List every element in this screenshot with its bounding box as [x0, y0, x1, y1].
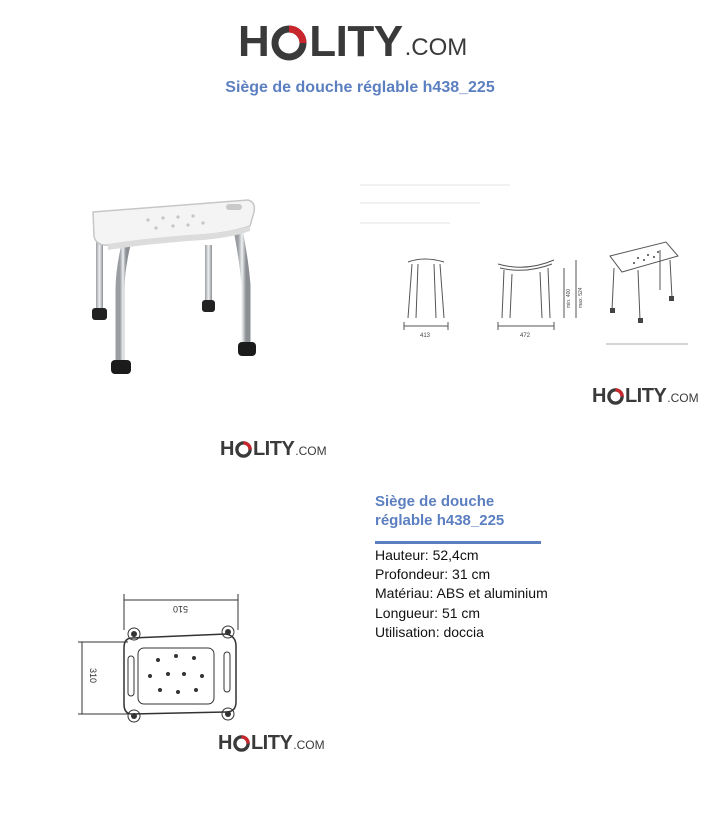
logo-o-mark-icon	[271, 25, 307, 61]
holity-logo[interactable]	[238, 17, 468, 66]
logo-dotcom: .COM	[404, 34, 468, 61]
spec-item-height: Hauteur: 52,4cm	[375, 547, 479, 563]
spec-item-length: Longueur: 51 cm	[375, 604, 481, 621]
top-depth-label: 310	[88, 668, 98, 684]
logo-letter-h: H	[220, 438, 234, 460]
side-height-max-label: max. 524	[578, 287, 584, 308]
logo-dotcom: .COM	[293, 738, 325, 752]
side-width-label: 472	[520, 333, 531, 339]
product-title: Siège de douche réglable h438_225	[225, 79, 495, 96]
top-view-dimension-image	[78, 590, 248, 730]
spec-item-usage: Utilisation: doccia	[375, 623, 484, 640]
logo-dotcom: .COM	[295, 444, 327, 458]
shower-chair-image	[78, 190, 278, 390]
top-length-label: 510	[172, 604, 188, 614]
logo-letters-lity: LITY	[252, 438, 295, 460]
technical-drawings[interactable]	[398, 238, 690, 348]
logo-letters-lity: LITY	[624, 385, 667, 407]
watermark-lines	[360, 175, 520, 235]
side-height-min-label: min. 400	[566, 288, 572, 308]
logo-dotcom: .COM	[667, 391, 699, 405]
holity-logo-small-bottom[interactable]	[218, 733, 325, 753]
spec-heading: Siège de douche réglable h438_225	[375, 493, 505, 529]
logo-o-mark-icon	[607, 388, 624, 405]
logo-letter-h: H	[218, 732, 232, 754]
dimension-drawings	[398, 238, 690, 348]
product-photo[interactable]	[78, 190, 278, 390]
logo-letter-h: H	[238, 17, 270, 66]
spec-divider	[375, 541, 541, 544]
holity-logo-small-left[interactable]	[220, 439, 327, 459]
logo-letters-lity: LITY	[250, 732, 293, 754]
logo-o-mark-icon	[233, 735, 250, 752]
top-view-drawing[interactable]	[78, 590, 248, 730]
logo-letters-lity: LITY	[309, 17, 403, 66]
logo-o-mark-icon	[235, 441, 252, 458]
logo-letter-h: H	[592, 385, 606, 407]
holity-logo-small-right[interactable]	[592, 386, 699, 406]
spec-list	[375, 546, 548, 642]
spec-item-depth: Profondeur: 31 cm	[375, 566, 491, 583]
spec-item-material: Matériau: ABS et aluminium	[375, 585, 548, 602]
front-width-label: 413	[420, 333, 431, 339]
